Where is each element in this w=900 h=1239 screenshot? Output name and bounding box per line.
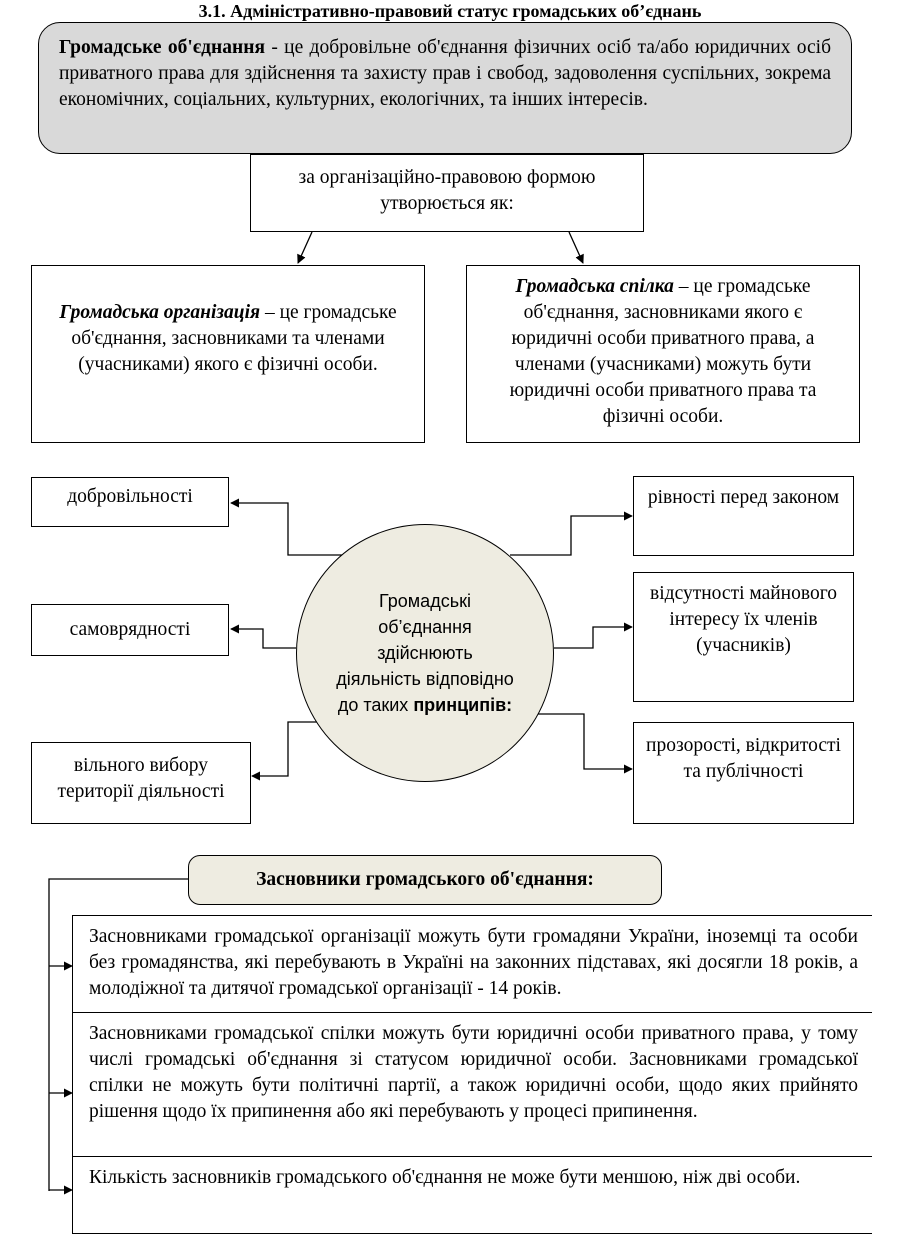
center-bold: принципів: [413,695,513,715]
definition-term: Громадське об'єднання [59,37,266,58]
arrow-to-transparency [530,714,632,769]
principle-equality: рівності перед законом [633,476,854,556]
arrow-to-self-governance [231,629,296,648]
principle-transparency: прозорості, відкритості та публічності [633,722,854,824]
org-form-box: за організаційно-правовою формою утворюється як: [250,154,644,232]
arrow-to-no-property [554,627,632,648]
founders-row-3: Кількість засновників громадського об'єднання не може бути меншою, ніж дві особи. [72,1156,872,1234]
arrow-to-organization [298,232,312,263]
founders-heading: Засновники громадського об'єднання: [188,855,662,905]
arrow-to-union [569,232,583,263]
public-union-text: – це громадське об'єднання, засновниками якого є юридичні особи приватного права, а членами (учасниками) можуть бути юридичні особи приватного права та фізичні особи. [509,276,817,427]
public-organization-term: Громадська організація [59,302,261,323]
center-text: Громадські об’єднання здійснюють діяльність відповідно до таких [336,591,514,715]
arrow-to-territory [252,722,320,776]
definition-text: - це добровільне об'єднання фізичних осіб та/або юридичних осіб приватного права для здійснення та захисту прав і свобод, задоволення суспільних, зокрема економічних, соціальних, культурних, екологічних, та інших інтересів. [59,37,831,110]
principle-territory: вільного вибору території діяльності [31,742,251,824]
principle-no-property-interest: відсутності майнового інтересу їх членів (учасників) [633,572,854,702]
principle-voluntary: добровільності [31,477,229,527]
principles-center-circle [296,524,554,782]
public-union-term: Громадська спілка [515,276,674,297]
arrow-to-equality [510,516,632,555]
founders-row-2: Засновниками громадської спілки можуть бути юридичні особи приватного права, у тому числі громадські об'єднання зі статусом юридичної особи. Засновниками громадської спілки не можуть бути політичні партії, а також юридичні особи, щодо яких прийнято рішення щодо їх припинення або які перебувають у процесі припинення. [72,1012,872,1157]
founders-row-1: Засновниками громадської організації можуть бути громадяни України, іноземці та особи без громадянства, які перебувають в Україні на законних підставах, які досягли 18 років, а молодіжної та дитячої громадської організації - 14 років. [72,915,872,1013]
principle-self-governance: самоврядності [31,604,229,656]
public-organization-text: – це громадське об'єднання, засновниками та членами (учасниками) якого є фізичні особи. [71,302,397,375]
arrow-to-voluntary [231,503,345,555]
page-title: 3.1. Адміністративно-правовий статус громадських об’єднань [198,1,702,21]
